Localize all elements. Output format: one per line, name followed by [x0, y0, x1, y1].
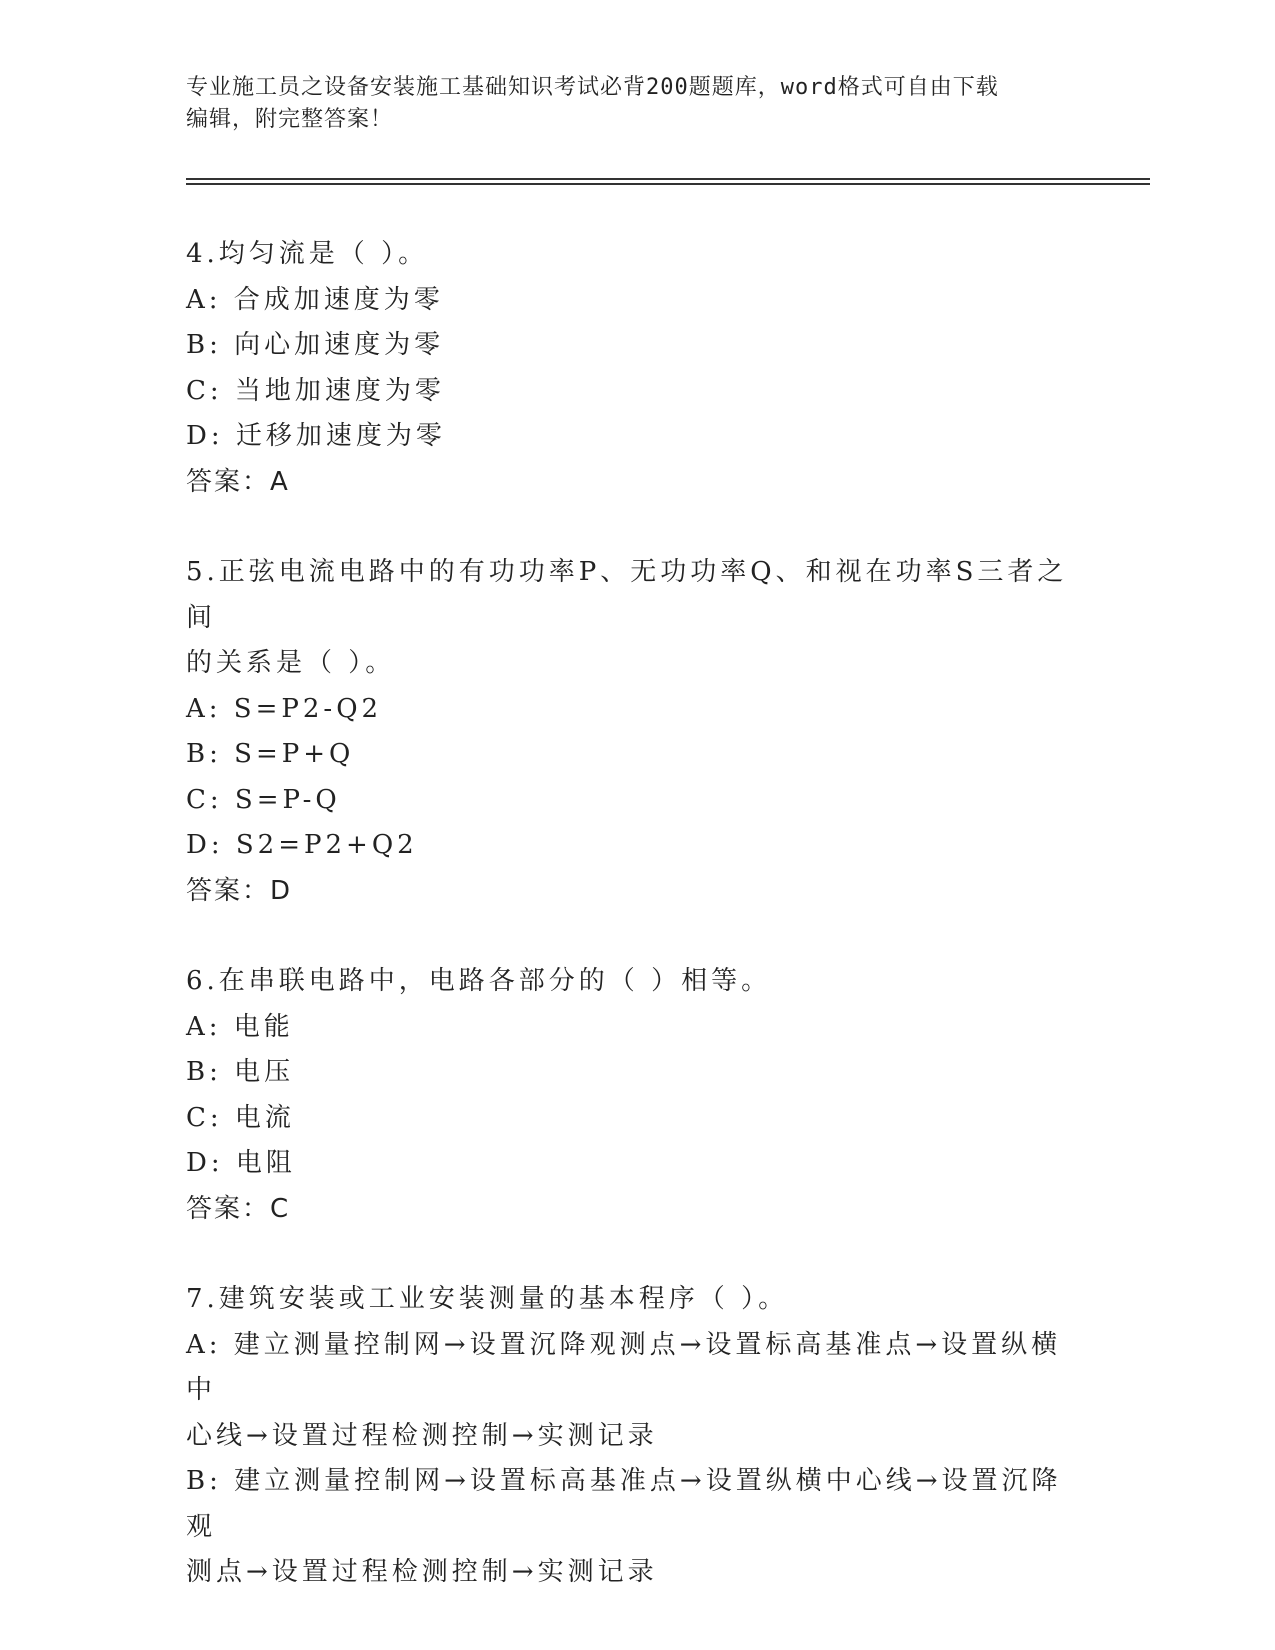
header-divider-top [186, 178, 1150, 180]
option-text: B: S=P+Q [186, 739, 355, 769]
question-stem: 6.在串联电路中，电路各部分的（ ）相等。 [186, 966, 772, 996]
option-text: A: 合成加速度为零 [186, 284, 444, 315]
option-text: D: S2=P2+Q2 [186, 830, 418, 860]
option-text: A: 建立测量控制网→设置沉降观测点→设置标高基准点→设置纵横中 [186, 1329, 1062, 1405]
answer-option [186, 778, 1086, 824]
answer-option [186, 414, 1086, 460]
answer-option [186, 369, 1086, 415]
option-text: A: 电能 [186, 1011, 294, 1042]
question-spacer [186, 505, 1086, 550]
answer-option [186, 732, 1086, 778]
question-spacer [186, 914, 1086, 959]
option-text: B: 向心加速度为零 [186, 330, 445, 360]
header-divider-bottom [186, 183, 1150, 185]
option-text: C: 当地加速度为零 [186, 375, 445, 406]
answer-key: 答案：A [186, 466, 290, 497]
answer-option [186, 687, 1086, 733]
option-text: C: S=P-Q [186, 784, 341, 815]
question-list [186, 232, 1086, 1596]
option-text: B: 电压 [186, 1057, 295, 1087]
question-block [186, 959, 1086, 1232]
option-text: 心线→设置过程检测控制→实测记录 [186, 1420, 658, 1451]
header-line-2: 编辑，附完整答案！ [186, 107, 394, 132]
document-header [186, 72, 1076, 136]
question-stem: 5.正弦电流电路中的有功功率P、无功功率Q、和视在功率S三者之间 [186, 557, 1068, 633]
header-line-1: 专业施工员之设备安装施工基础知识考试必背200题题库，word格式可自由下载 [186, 75, 999, 100]
answer-option [186, 278, 1086, 324]
answer-option [186, 1459, 1086, 1596]
option-text: B: 建立测量控制网→设置标高基准点→设置纵横中心线→设置沉降观 [186, 1466, 1062, 1542]
answer-option [186, 1096, 1086, 1142]
answer-option [186, 1141, 1086, 1187]
option-text: D: 电阻 [186, 1148, 296, 1178]
answer-option [186, 1005, 1086, 1051]
option-text: D: 迁移加速度为零 [186, 421, 446, 451]
option-text: C: 电流 [186, 1102, 295, 1133]
option-text: A: S=P2-Q2 [186, 693, 383, 724]
answer-option [186, 823, 1086, 869]
answer-option [186, 1323, 1086, 1460]
question-block [186, 232, 1086, 505]
question-stem: 的关系是（ ）。 [186, 648, 396, 678]
question-stem: 4.均匀流是（ ）。 [186, 239, 429, 269]
question-spacer [186, 1232, 1086, 1277]
question-stem: 7.建筑安装或工业安装测量的基本程序（ ）。 [186, 1284, 789, 1314]
answer-key: 答案：D [186, 875, 293, 906]
question-block [186, 550, 1086, 914]
question-block [186, 1277, 1086, 1596]
answer-option [186, 1050, 1086, 1096]
option-text: 测点→设置过程检测控制→实测记录 [186, 1557, 658, 1587]
answer-key: 答案：C [186, 1193, 291, 1224]
answer-option [186, 323, 1086, 369]
